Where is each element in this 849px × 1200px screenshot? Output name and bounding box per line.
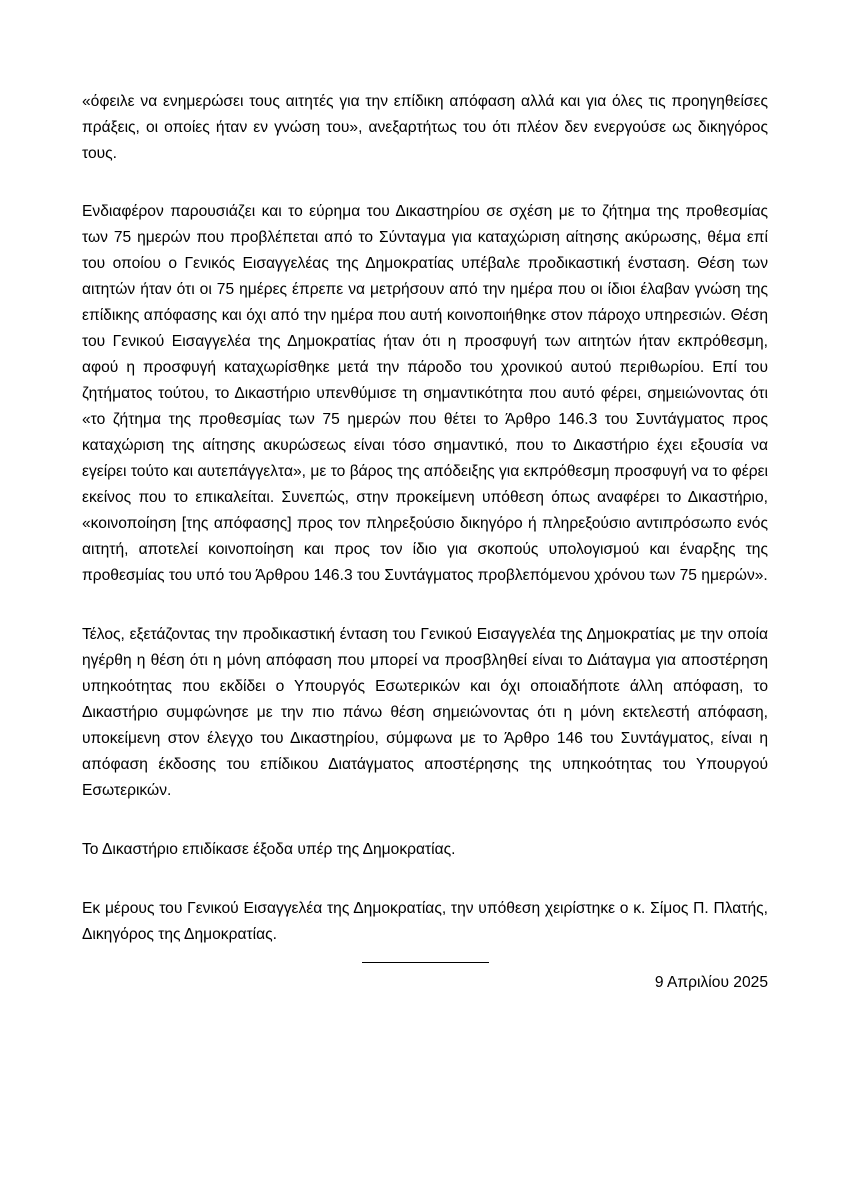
document-page [82,89,768,996]
document-date: 9 Απριλίου 2025 [654,974,768,991]
paragraph-preliminary-objection: Τέλος, εξετάζοντας την προδικαστική ένταση του Γενικού Εισαγγελέα της Δημοκρατίας με την οποία ηγέρθη η θέση ότι η μόνη απόφαση που μπορεί να προσβληθεί είναι το Διάταγμα για αποστέρηση υπηκοότητας που εκδίδει ο Υπουργός Εσωτερικών και όχι οποιαδήποτε άλλη απόφαση, το Δικαστήριο συμφώνησε με την πιο πάνω θέση σημειώνοντας ότι η μόνη εκτελεστή απόφαση, υποκείμενη στον έλεγχο του Δικαστηρίου, σύμφωνα με το Άρθρο 146 του Συντάγματος, είναι η απόφαση έκδοσης του επίδικου Διατάγματος αποστέρησης της υπηκοότητας του Υπουργού Εσωτερικών. [82,626,768,799]
paragraph-quote-continuation: «όφειλε να ενημερώσει τους αιτητές για την επίδικη απόφαση αλλά και για όλες τις προηγηθείσες πράξεις, οι οποίες ήταν εν γνώση του», ανεξαρτήτως του ότι πλέον δεν ενεργούσε ως δικηγόρος τους. [82,93,768,162]
signature-divider [362,962,489,963]
paragraph-costs: Το Δικαστήριο επιδίκασε έξοδα υπέρ της Δημοκρατίας. [82,841,456,858]
paragraph-counsel: Εκ μέρους του Γενικού Εισαγγελέα της Δημοκρατίας, την υπόθεση χειρίστηκε ο κ. Σίμος Π. Πλατής, Δικηγόρος της Δημοκρατίας. [82,900,768,943]
paragraph-deadline-finding: Ενδιαφέρον παρουσιάζει και το εύρημα του Δικαστηρίου σε σχέση με το ζήτημα της προθεσμίας των 75 ημερών που προβλέπεται από το Σύνταγμα για καταχώριση αίτησης ακύρωσης, θέμα επί του οποίου ο Γενικός Εισαγγελέας της Δημοκρατίας υπέβαλε προδικαστική ένσταση. Θέση των αιτητών ήταν ότι οι 75 ημέρες έπρεπε να μετρήσουν από την ημέρα που οι ίδιοι έλαβαν γνώση της επίδικης απόφασης και όχι από την ημέρα που αυτή κοινοποιήθηκε στον πάροχο υπηρεσιών. Θέση του Γενικού Εισαγγελέα της Δημοκρατίας ήταν ότι η προσφυγή των αιτητών ήταν εκπρόθεσμη, αφού η προσφυγή καταχωρίσθηκε μετά την πάροδο του χρονικού αυτού περιθωρίου. Επί του ζητήματος τούτου, το Δικαστήριο υπενθύμισε τη σημαντικότητα που αυτό φέρει, σημειώνοντας ότι «το ζήτημα της προθεσμίας των 75 ημερών που θέτει το Άρθρο 146.3 του Συντάγματος προς καταχώριση της αίτησης ακυρώσεως είναι τόσο σημαντικό, που το Δικαστήριο έχει εξουσία να εγείρει τούτο και αυτεπάγγελτα», με το βάρος της απόδειξης για εκπρόθεσμη προσφυγή να το φέρει εκείνος που το επικαλείται. Συνεπώς, στην προκείμενη υπόθεση όπως αναφέρει το Δικαστήριο, «κοινοποίηση [της απόφασης] προς τον πληρεξούσιο δικηγόρο ή πληρεξούσιο αντιπρόσωπο ενός αιτητή, αποτελεί κοινοποίηση και προς τον ίδιο για σκοπούς υπολογισμού και έναρξης της προθεσμίας του υπό του Άρθρου 146.3 του Συντάγματος προβλεπόμενου χρόνου των 75 ημερών». [82,203,768,584]
